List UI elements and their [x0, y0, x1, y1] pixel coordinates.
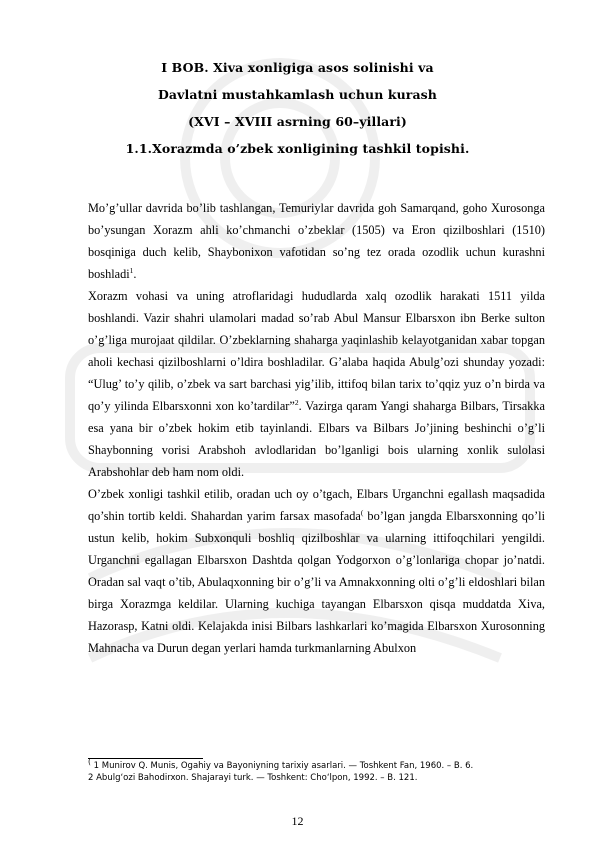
footnote-divider	[88, 758, 203, 759]
footnote-ref[interactable]: 2	[294, 397, 299, 407]
chapter-period: (XVI – XVIII asrning 60–yillari)	[188, 114, 407, 129]
section-title: 1.1.Xorazmda o’zbek xonligining tashkil topishi.	[125, 141, 470, 156]
chapter-subtitle: Davlatni mustahkamlash uchun kurash	[157, 87, 437, 102]
body-text	[88, 197, 545, 659]
page-number: 12	[291, 814, 304, 828]
chapter-title: I BOB. Xiva xonligiga asos solinishi va	[161, 60, 434, 75]
paragraph: Mo’g’ullar davrida bo’lib tashlangan, Temuriylar davrida goh Samarqand, goho Xurosonga bo’ysungan Xorazm ahli ko’chmanchi o’zbeklar (1505) va Eron qizilboshlari (1510) bosqiniga duch kelib, Shaybonixon vafotidan so’ng tez orada ozodlik uchun kurashni boshladi$^1$.	[88, 201, 545, 281]
paragraph: Xorazm vohasi va uning atroflaridagi hududlarda xalq ozodlik harakati 1511 yilda boshlandi. Vazir shahri ulamolari madad so’rab Abul Mansur Elbarsxon ibn Berke sulton o’g’liga murojaat qildilar. O’zbeklarning shaharga yaqinlashib kelayotganidan xabar topgan aholi kechasi qizilboshlarni o’ldira boshladilar. G’alaba haqida Abulg’ozi shunday yozadi: “Ulug’ to’y qilib, o’zbek va sart barchasi yig’ilib, ittifoq bilan tarix to’qqiz yuz o’n birda va qo’y yilinda Elbarsxonni xon ko’tardilar”$^2$. Vazirga qaram Yangi shaharga Bilbars, Tirsakka esa yana bir o’zbek hokim etib tayinlandi. Elbars va Bilbars Jo’jining beshinchi o’g’li Shaybonning vorisi Arabshoh avlodlaridan bo’lganligi bois ularning xonlik sulolasi Arabshohlar deb ham nom oldi.	[88, 289, 546, 479]
footnote-2: 2 Abulg‘ozi Bahodirxon. Shajarayi turk. — Toshkent: Cho‘lpon, 1992. – B. 121.	[88, 773, 418, 783]
footnote-1: ( 1 Munirov Q. Munis, Ogahiy va Bayoniyning tarixiy asarlari. — Toshkent Fan, 1960. – B. 6.	[88, 757, 474, 771]
footnote-ref[interactable]: 1	[129, 265, 134, 275]
footnote-ref[interactable]: (	[360, 507, 364, 517]
paragraph: O’zbek xonligi tashkil etilib, oradan uch oy o’tgach, Elbars Urganchni egallash maqsadida qo’shin tortib keldi. Shahardan yarim farsax masofada( bo’lgan jangda Elbarsxonning qo’li ustun kelib, hokim Subxonquli boshliq qizilboshlar va ularning ittifoqchilari yengildi. Urganchni egallagan Elbarsxon Dashtda qolgan Yodgorxon o’g’lonlariga chopar jo’natdi. Oradan sal vaqt o’tib, Abulaqxonning bir o’g’li va Amnakxonning olti o’g’li eldoshlari bilan birga Xorazmga keldilar. Ularning kuchiga tayangan Elbarsxon qisqa muddatda Xiva, Hazorasp, Katni oldi. Kelajakda inisi Bilbars lashkarlari ko’magida Elbarsxon Xurosonning Mahnacha va Durun degan yerlari hamda turkmanlarning Abulxon	[88, 487, 545, 655]
